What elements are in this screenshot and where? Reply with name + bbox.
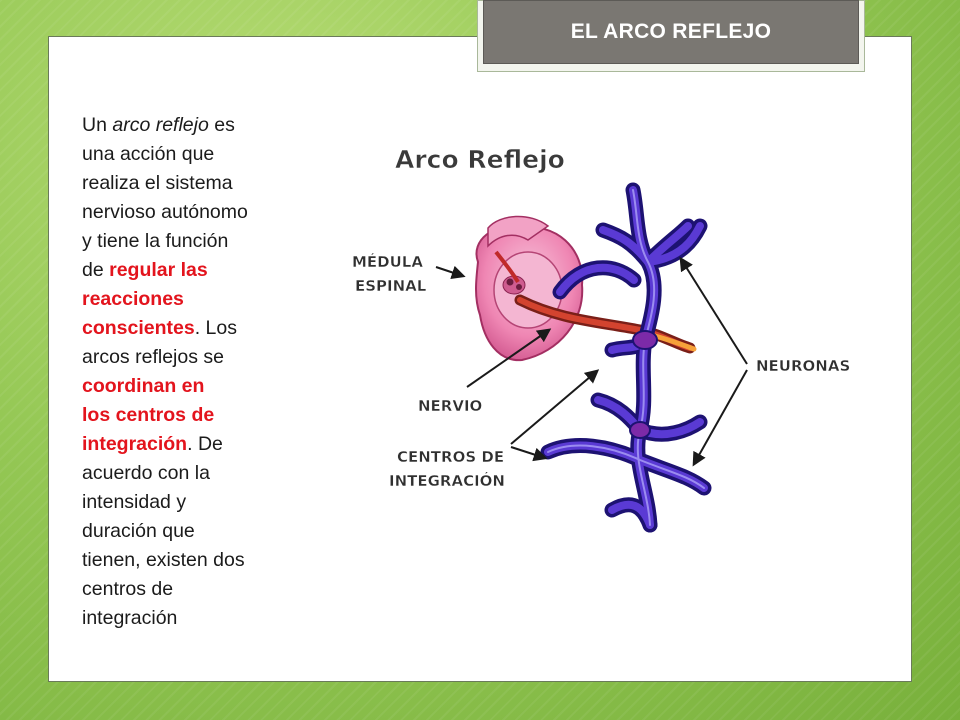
body-line: integración. De <box>82 433 223 455</box>
reflex-arc-diagram <box>340 135 880 535</box>
slide-title: EL ARCO REFLEJO <box>570 20 772 43</box>
body-text <box>82 111 284 633</box>
label-medula-line1: MÉDULA <box>352 253 423 271</box>
label-centros-line1: CENTROS DE <box>397 448 505 466</box>
body-line: los centros de <box>82 404 215 426</box>
body-line: de regular las <box>82 259 208 281</box>
body-line: conscientes. Los <box>82 317 237 339</box>
body-line: tienen, existen dos <box>82 549 245 571</box>
arrow-medula <box>436 267 463 276</box>
body-line: duración que <box>82 520 195 542</box>
arrow-centros-upper <box>511 371 597 444</box>
neuron-network <box>548 190 704 525</box>
label-centros-line2: INTEGRACIÓN <box>389 472 505 490</box>
label-nervio: NERVIO <box>418 397 483 415</box>
diagram-title: Arco Reflejo <box>395 145 565 174</box>
body-line: realiza el sistema <box>82 172 233 194</box>
body-line: intensidad y <box>82 491 187 513</box>
body-line: nervioso autónomo <box>82 201 248 223</box>
body-line: arcos reflejos se <box>82 346 224 368</box>
arrow-centros-lower <box>511 447 545 458</box>
body-line: integración <box>82 607 178 629</box>
label-neuronas: NEURONAS <box>756 357 851 375</box>
title-box <box>483 0 859 64</box>
body-line: y tiene la función <box>82 230 229 252</box>
body-line: una acción que <box>82 143 215 165</box>
body-line: reacciones <box>82 288 184 310</box>
label-medula-line2: ESPINAL <box>355 277 427 295</box>
body-line: coordinan en <box>82 375 205 397</box>
body-line: Un arco reflejo es <box>82 114 235 136</box>
body-line: acuerdo con la <box>82 462 210 484</box>
body-line: centros de <box>82 578 174 600</box>
